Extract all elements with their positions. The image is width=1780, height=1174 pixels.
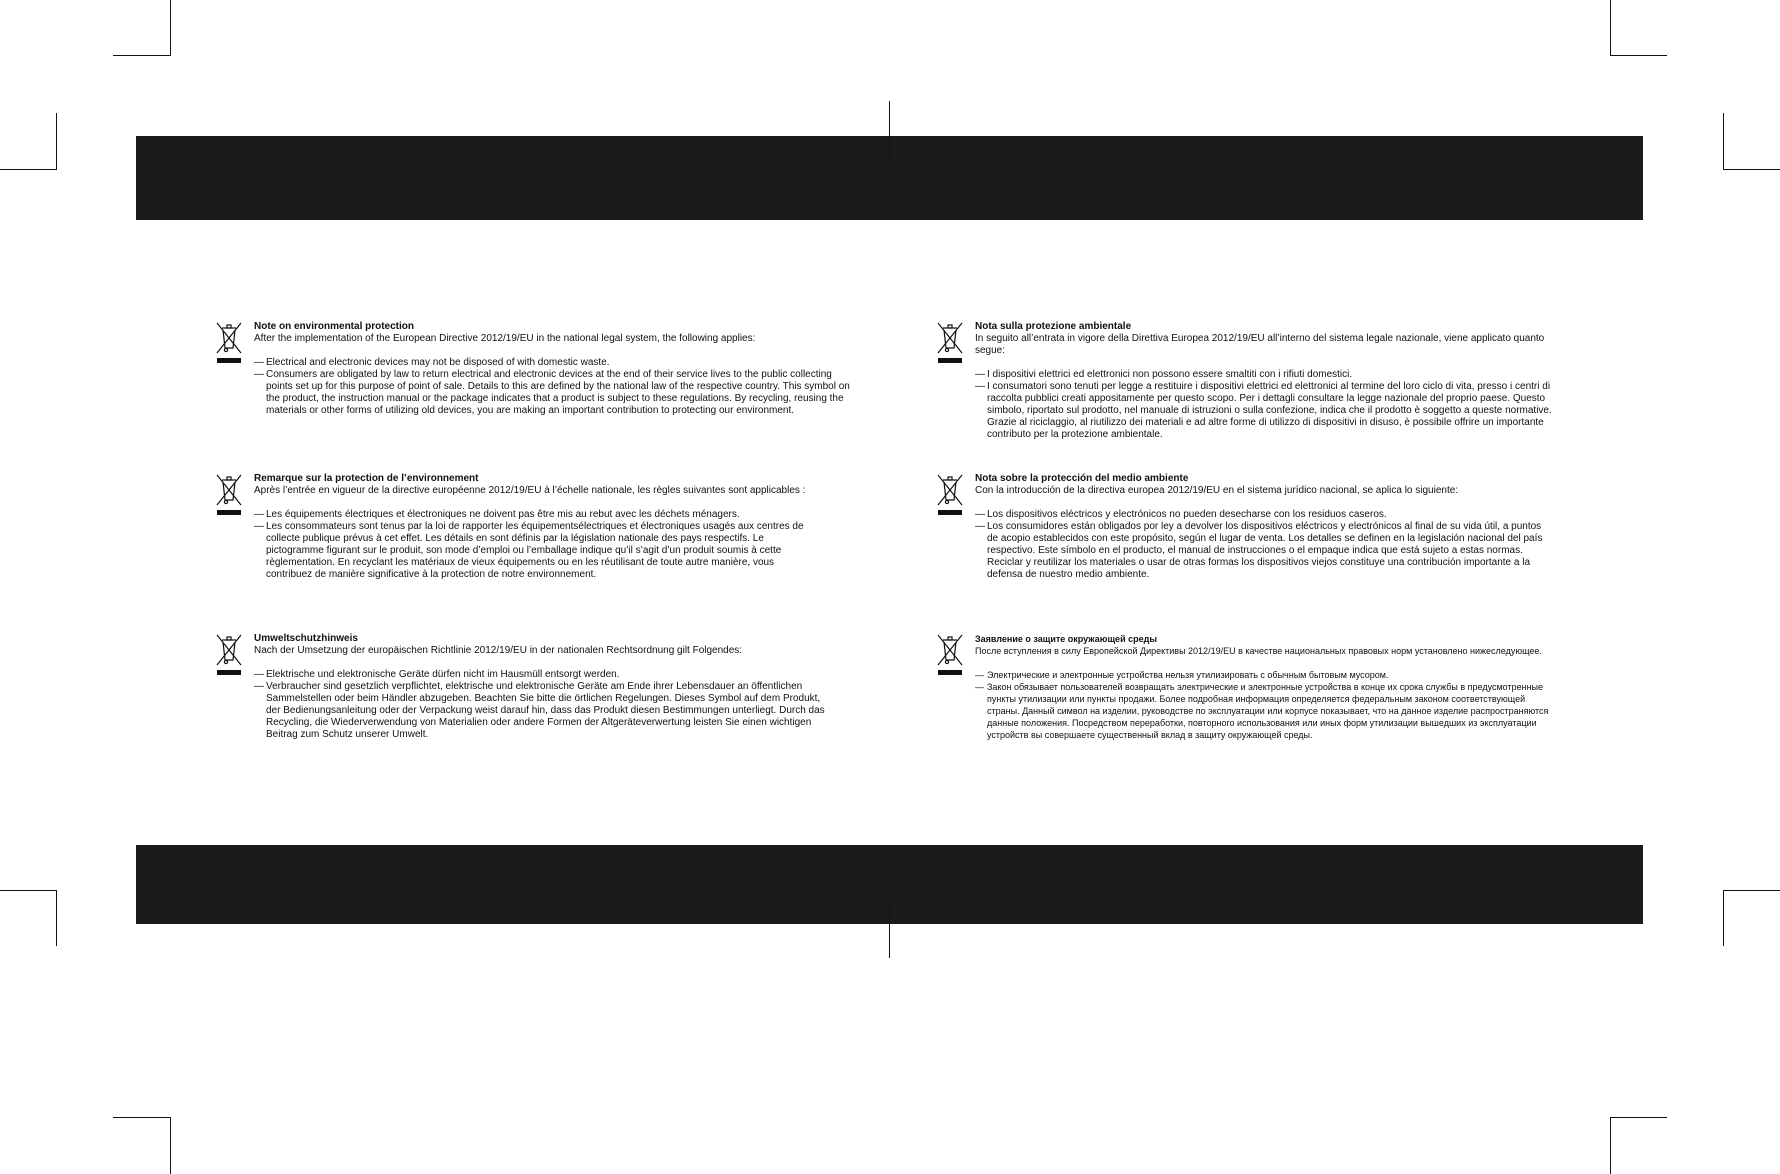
weee-bin-icon <box>936 633 964 679</box>
crop-mark <box>0 169 57 170</box>
crop-mark <box>56 113 57 170</box>
crop-mark <box>113 55 170 56</box>
weee-bin-icon <box>215 633 243 679</box>
notice-item: — Los dispositivos eléctricos y electrónicos no pueden desecharse con los residuos caseros. <box>975 509 1555 521</box>
notice-item: — I dispositivi elettrici ed elettronici non possono essere smaltiti con i rifiuti domestici. <box>975 369 1575 381</box>
weee-bin-icon <box>936 473 964 519</box>
notice-item: — Les équipements électriques et électroniques ne doivent pas être mis au rebut avec les déchets ménagers. <box>254 509 814 521</box>
notice-title: Remarque sur la protection de l’environnement <box>254 473 479 484</box>
crop-mark <box>1723 113 1724 170</box>
notice-title: Note on environmental protection <box>254 321 415 332</box>
weee-bin-icon <box>215 321 243 367</box>
crop-mark <box>170 0 171 56</box>
notice-item: — I consumatori sono tenuti per legge a restituire i dispositivi elettrici ed elettronici al termine del loro ciclo di vita, presso i centri di raccolta pubblici creati appositamente per questo scopo. Per i dettagli consultare la legge nazionale del proprio paese. Questo simbolo, riportato sul prodotto, nel manuale di istruzioni o sulla confezione, indica che il prodotto è soggetto a queste normative. Grazie al riciclaggio, al riutilizzo dei materiali e ad altre forme di utilizzo di dispositivi in disuso, è possibile offrire un importante contributo per la protezione ambientale. <box>975 381 1575 441</box>
notice-item: — Les consommateurs sont tenus par la loi de rapporter les équipementsélectriques et électroniques usagés aux centres de collecte publique prévus à cet effet. Les détails en sont définis par la législation nationale des pays respectifs. Le pictogramme figurant sur le produit, son mode d’emploi ou l’emballage indique qu’il s’agit d’un produit soumis à cette règlementation. En recyclant les matériaux de vieux équipements ou en les réutilisant de toute autre manière, vous contribuez de manière significative à la protection de notre environnement. <box>254 521 814 581</box>
notice-item: — Consumers are obligated by law to return electrical and electronic devices at the end of their service lives to the public collecting points set up for this purpose of point of sale. Details to this are defined by the national law of the respective country. This symbol on the product, the instruction manual or the package indicates that a product is subject to these regulations. By recycling, reusing the materials or other forms of utilizing old devices, you are making an important contribution to protecting our environment. <box>254 369 854 417</box>
crop-mark <box>1723 169 1780 170</box>
crop-mark <box>1610 1117 1667 1118</box>
notice-intro: Nach der Umsetzung der europäischen Richtlinie 2012/19/EU in der nationalen Rechtsordnung gilt Folgendes: <box>254 645 743 656</box>
weee-bin-icon <box>936 321 964 367</box>
weee-bin-icon <box>215 473 243 519</box>
notice-item: — Электрические и электронные устройства нельзя утилизировать с обычным бытовым мусором. <box>975 669 1560 681</box>
notice-title: Umweltschutzhinweis <box>254 633 358 644</box>
crop-mark <box>1610 55 1667 56</box>
notice-item: — Electrical and electronic devices may not be disposed of with domestic waste. <box>254 357 854 369</box>
notice-title: Nota sulla protezione ambientale <box>975 321 1132 332</box>
crop-mark <box>56 890 57 946</box>
crop-mark <box>1723 890 1724 946</box>
notice-item: — Verbraucher sind gesetzlich verpflichtet, elektrische und elektronische Geräte am Ende ihrer Lebensdauer an öffentlichen Sammelstellen oder beim Händler abzugeben. Beachten Sie bitte die örtlichen Regelungen. Dieses Symbol auf dem Produkt, der Bedienungsanleitung oder der Verpackung weist darauf hin, dass das Produkt diesen Bestimmungen unterliegt. Durch das Recycling, die Wiederverwendung von Materialien oder andere Formen der Altgeräteverwertung leisten Sie einen wichtigen Beitrag zum Schutz unserer Umwelt. <box>254 681 834 741</box>
notice-intro: Con la introducción de la directiva europea 2012/19/EU en el sistema jurídico nacional, se aplica lo siguiente: <box>975 485 1459 496</box>
crop-mark <box>1610 0 1611 56</box>
crop-mark <box>170 1117 171 1174</box>
crop-mark <box>1610 1117 1611 1174</box>
notice-intro: После вступления в силу Европейской Директивы 2012/19/EU в качестве национальных правовых норм установлено нижеследующее. <box>975 646 1542 656</box>
notice-title: Nota sobre la protección del medio ambiente <box>975 473 1189 484</box>
notice-item: — Los consumidores están obligados por ley a devolver los dispositivos eléctricos y electrónicos al final de su vida útil, a puntos de acopio establecidos con este propósito, según el lugar de venta. Los detalles se definen en la legislación nacional del país respectivo. Este símbolo en el producto, el manual de instrucciones o el empaque indica que está sujeto a estas normas. Reciclar y reutilizar los materiales o usar de otras formas los dispositivos viejos constituye una contribución importante a la defensa de nuestro medio ambiente. <box>975 521 1555 581</box>
fold-line <box>889 101 890 157</box>
notice-intro: After the implementation of the European Directive 2012/19/EU in the national legal system, the following applies: <box>254 333 756 344</box>
crop-mark <box>0 890 57 891</box>
crop-mark <box>113 1117 170 1118</box>
notice-item: — Закон обязывает пользователей возвращать электрические и электронные устройства в конце их срока службы в предусмотренные пункты утилизации или пункты продажи. Более подробная информация определяется федеральным законом соответствующей страны. Данный символ на изделии, руководстве по эксплуатации или корпусе показывает, что на данное изделие распространяются данные положения. Посредством переработки, повторного использования или иных форм утилизации вышедших из эксплуатации устройств вы совершаете существенный вклад в защиту окружающей среды. <box>975 681 1560 741</box>
notice-item: — Elektrische und elektronische Geräte dürfen nicht im Hausmüll entsorgt werden. <box>254 669 834 681</box>
notice-intro: Après l’entrée en vigueur de la directive européenne 2012/19/EU à l’échelle nationale, les règles suivantes sont applicables : <box>254 485 806 496</box>
notice-title: Заявление о защите окружающей среды <box>975 634 1158 644</box>
fold-line <box>889 902 890 958</box>
notice-intro: In seguito all’entrata in vigore della Direttiva Europea 2012/19/EU all’interno del sistema legale nazionale, viene applicato quanto segue: <box>975 333 1545 356</box>
crop-mark <box>1723 890 1780 891</box>
